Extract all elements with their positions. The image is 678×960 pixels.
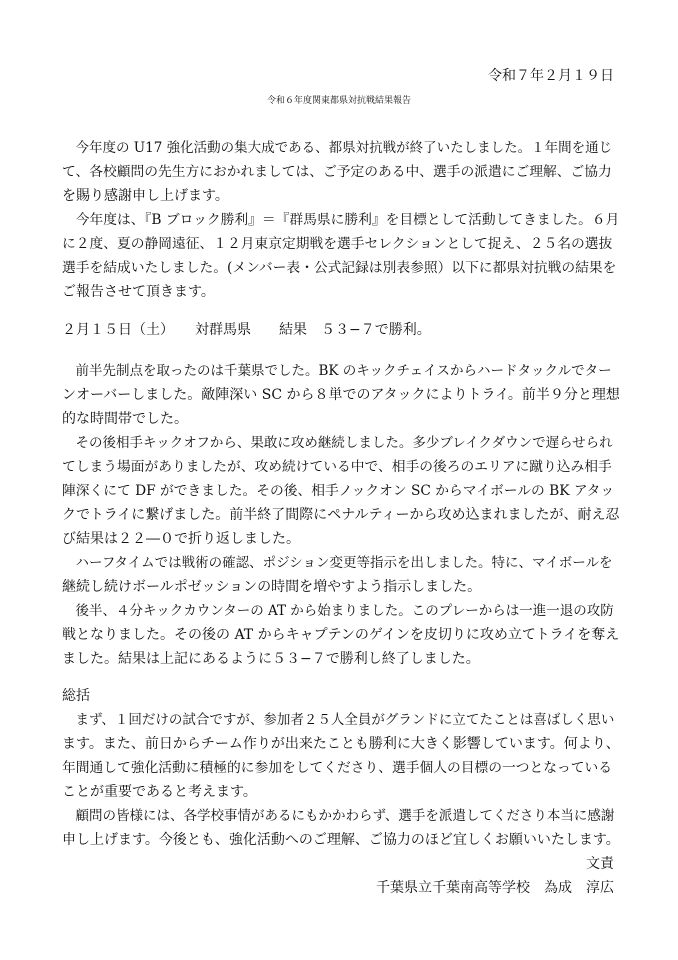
match-report-line: び結果は２２―０で折り返しました。: [62, 531, 300, 547]
summary-line: まず、１回だけの試合ですが、参加者２５人全員がグランドに立てたことは喜ばしく思い: [62, 712, 615, 728]
match-report-line: 継続し続けボールポゼッションの時間を増やすよう指示しました。: [62, 579, 482, 595]
match-result-line: ２月１５日（土） 対群馬県 結果 ５３−７で勝利。: [62, 322, 431, 338]
summary-line: 年間通して強化活動に積極的に参加をしてくださり、選手個人の目標の一つとなっている: [62, 760, 613, 776]
signature-label: 文責: [586, 856, 614, 872]
summary-line: 顧問の皆様には、各学校事情があるにもかかわらず、選手を派遣してくださり本当に感謝: [62, 808, 615, 824]
intro-line: を賜り感謝申し上げます。: [62, 188, 229, 204]
match-report-line: 前半先制点を取ったのは千葉県でした。BK のキックチェイスからハードタックルでター: [62, 363, 612, 379]
intro-line: に２度、夏の静岡遠征、１２月東京定期戦を選手セレクションとして捉え、２５名の選抜: [62, 236, 613, 252]
intro-line: 今年度の U17 強化活動の集大成である、都県対抗戦が終了いたしました。１年間を通じ: [62, 140, 613, 156]
match-report-line: 的な時間帯でした。: [62, 411, 188, 427]
author-line: 千葉県立千葉南高等学校 為成 淳広: [376, 880, 614, 896]
summary-heading: 総括: [62, 688, 90, 704]
intro-line: 今年度は、『B ブロック勝利』＝『群馬県に勝利』を目標として活動してきました。６月: [62, 212, 620, 228]
document-title: 令和６年度関東都県対抗戦結果報告: [266, 96, 411, 106]
summary-line: 申し上げます。今後とも、強化活動へのご理解、ご協力のほど宜しくお願いいたします。: [62, 832, 620, 848]
match-report-line: 陣深くにて DF ができました。その後、相手ノックオン SC からマイボールの BK アタッ: [62, 483, 615, 499]
match-report-line: ンオーバーしました。敵陣深い SC から８単でのアタックによりトライ。前半９分と理想: [62, 387, 620, 403]
intro-line: 選手を結成いたしました。(メンバー表・公式記録は別表参照）以下に都県対抗戦の結果を: [62, 260, 617, 276]
match-report-line: てしまう場面がありましたが、攻め続けている中で、相手の後ろのエリアに蹴り込み相手: [62, 459, 612, 475]
document-date: 令和７年２月１９日: [488, 68, 614, 84]
intro-line: て、各校顧問の先生方におかれましては、ご予定のある中、選手の派遣にご理解、ご協力: [62, 164, 612, 180]
summary-line: ます。また、前日からチーム作りが出来たことも勝利に大きく影響しています。何より、: [62, 736, 620, 752]
match-report-line: ハーフタイムでは戦術の確認、ポジション変更等指示を出しました。特に、マイボールを: [62, 555, 613, 571]
summary-line: ことが重要であると考えます。: [62, 784, 257, 800]
match-report-line: クでトライに繋げました。前半終了間際にペナルティーから攻め込まれましたが、耐え忍: [62, 507, 620, 523]
intro-line: ご報告させて頂きます。: [62, 284, 215, 300]
match-report-line: 後半、４分キックカウンターの AT から始まりました。このプレーからは一進一退の攻防: [62, 603, 614, 619]
match-report-line: その後相手キックオフから、果敢に攻め継続しました。多少ブレイクダウンで遅らせられ: [62, 435, 613, 451]
match-report-line: ました。結果は上記にあるように５３−７で勝利し終了しました。: [62, 651, 480, 667]
match-report-line: 戦となりました。その後の AT からキャプテンのゲインを皮切りに攻め立てトライを奪え: [62, 627, 620, 643]
